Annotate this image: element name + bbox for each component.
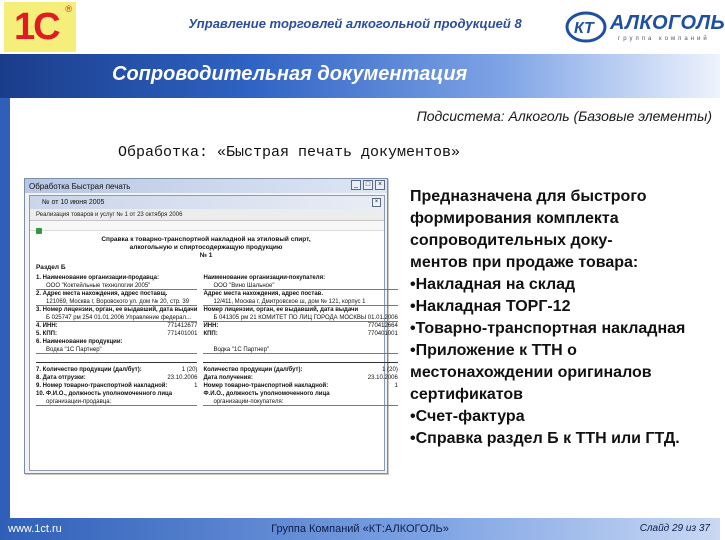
print-form-toolbar: Реализация товаров и услуг № 1 от 23 октября 2006: [30, 209, 384, 221]
buyer-org-value: ООО "Вино Шальное": [203, 282, 397, 290]
doc-heading-2: алкогольную и спиртосодержащую продукцию: [129, 244, 283, 251]
product-title: Управление торговлей алкогольной продукцией 8: [188, 16, 522, 31]
logo-kt-brand: АЛКОГОЛЬ: [610, 12, 725, 34]
print-icon[interactable]: [36, 228, 42, 234]
kt-logo-mark-icon: [566, 8, 610, 46]
seller-kpp-label: 5. КПП:: [36, 331, 57, 337]
buyer-org-label: Наименование организации-покупателя:: [203, 275, 326, 281]
seller-fio-value: организации-продавца:: [36, 398, 197, 406]
buyer-date-label: Дата получения:: [203, 375, 253, 381]
maximize-icon[interactable]: □: [363, 180, 373, 190]
buyer-inn-label: ИНН:: [203, 323, 219, 329]
footer-url[interactable]: www.1ct.ru: [8, 523, 62, 535]
seller-ttn-label: 9. Номер товарно-транспортной накладной:: [36, 383, 168, 389]
close-icon[interactable]: ×: [375, 180, 385, 190]
buyer-column: [203, 274, 397, 406]
seller-inn-label: 4. ИНН:: [36, 323, 58, 329]
seller-date-value: 23.10.2006: [167, 375, 198, 381]
buyer-ttn-value: 1: [394, 383, 398, 389]
doc-columns: [36, 274, 398, 406]
slide-header: [0, 0, 725, 54]
app-window: [24, 178, 398, 474]
window-title: Обработка Быстрая печать: [29, 181, 131, 191]
document-list: [410, 274, 710, 450]
buyer-fio-label: Ф.И.О., должность уполномоченного лица: [203, 391, 330, 397]
seller-lic-value: Б 025747 рм 254 01.01.2006 Управление федерал...: [36, 314, 197, 322]
window-controls: [351, 180, 385, 190]
slide-title: Сопроводительная документация: [112, 63, 468, 85]
processing-title: Обработка: «Быстрая печать документов»: [118, 144, 461, 161]
buyer-kpp-row: [203, 330, 397, 338]
buyer-date-row: [203, 374, 397, 382]
print-form-close-icon[interactable]: ×: [372, 198, 381, 207]
seller-ttn-value: 1: [194, 383, 198, 389]
subsystem-label: Подсистема: Алкоголь (Базовые элементы): [416, 108, 712, 124]
buyer-lic-label: Номер лицензии, орган, ее выдавший, дата выдачи: [203, 307, 359, 313]
seller-date-label: 8. Дата отгрузки:: [36, 375, 86, 381]
list-item: • Накладная на склад: [410, 274, 710, 296]
seller-prod-label: 6. Наименование продукции:: [36, 339, 123, 345]
minimize-icon[interactable]: _: [351, 180, 361, 190]
buyer-kpp-label: КПП:: [203, 331, 218, 337]
print-form-title: № от 10 июня 2005: [42, 199, 105, 206]
list-item: • Товарно-транспортная накладная: [410, 318, 710, 340]
window-titlebar: [25, 179, 387, 193]
seller-qty-label: 7. Количество продукции (дал/бут):: [36, 367, 142, 373]
seller-addr-label: 2. Адрес места нахождения, адрес поставщ.: [36, 291, 168, 297]
logo-kt-alkogol: [566, 8, 725, 48]
buyer-qty-row: [203, 366, 397, 374]
seller-kpp-value: 771401001: [167, 331, 198, 337]
buyer-addr-value: 12/411, Москва г, Дмитровское ш, дом № 121, корпус 1: [203, 298, 397, 306]
seller-org-value: ООО "Коктейльные технологии 2005": [36, 282, 197, 290]
buyer-lic-value: Б 041305 рм 21 КОМИТЕТ ПО ЛИЦ ГОРОДА МОСКВЫ 01.01.2006: [203, 314, 397, 322]
seller-date-row: [36, 374, 197, 382]
doc-section: Раздел Б: [36, 264, 66, 271]
buyer-fio-value: организации-покупателя:: [203, 398, 397, 406]
seller-lic-label: 3. Номер лицензии, орган, ее выдавший, дата выдачи: [36, 307, 198, 313]
buyer-kpp-value: 770401001: [367, 331, 398, 337]
buyer-addr-label: Адрес места нахождения, адрес постав.: [203, 291, 324, 297]
seller-kpp-row: [36, 330, 197, 338]
logo-kt-subtitle: группа компаний: [618, 36, 710, 42]
seller-fio-label: 10. Ф.И.О., должность уполномоченного лица: [36, 391, 173, 397]
seller-inn-value: 771412677: [167, 323, 198, 329]
doc-heading-1: Справка к товарно-транспортной накладной на этиловый спирт,: [101, 236, 311, 243]
registered-icon: ®: [65, 4, 72, 14]
buyer-qty-value: 1 (20): [382, 367, 398, 373]
list-item: • Приложение к ТТН о местонахождении оригиналов сертификатов: [410, 340, 710, 406]
slide-counter: Слайд 29 из 37: [639, 523, 710, 534]
seller-qty-value: 1 (20): [181, 367, 198, 373]
list-item: • Накладная ТОРГ-12: [410, 296, 710, 318]
document-preview: [36, 236, 398, 468]
print-form-window: [29, 195, 398, 471]
buyer-prod-spacer: [203, 338, 397, 346]
buyer-prod-value: Водка "1С Партнер": [203, 346, 397, 354]
seller-column: [36, 274, 197, 406]
buyer-inn-value: 770412664: [367, 323, 398, 329]
buyer-date-value: 23.10.2006: [367, 375, 398, 381]
buyer-qty-label: Количество продукции (дал/бут):: [203, 367, 303, 373]
buyer-ttn-row: [203, 382, 397, 390]
seller-ttn-row: [36, 382, 197, 390]
seller-inn-row: [36, 322, 197, 330]
seller-org-label: 1. Наименование организации-продавца:: [36, 275, 159, 281]
list-item: • Справка раздел Б к ТТН или ГТД.: [410, 428, 710, 450]
seller-prod-value: Водка "1С Партнер": [36, 346, 197, 354]
doc-divider: [36, 362, 197, 363]
print-form-titlebar: [30, 196, 384, 209]
seller-qty-row: [36, 366, 197, 374]
left-decor-stripe: [0, 98, 10, 518]
doc-number: № 1: [199, 252, 213, 259]
buyer-inn-row: [203, 322, 397, 330]
kt-logo-letters: КТ: [574, 20, 594, 37]
list-item: • Счет-фактура: [410, 406, 710, 428]
title-band: [0, 54, 720, 98]
footer-company: Группа Компаний «КТ:АЛКОГОЛЬ»: [271, 523, 449, 535]
logo-1c: [4, 2, 76, 52]
doc-divider: [203, 362, 397, 363]
print-form-actions: [30, 221, 384, 231]
logo-1c-mark: 1С: [14, 6, 59, 48]
buyer-ttn-label: Номер товарно-транспортной накладной:: [203, 383, 329, 389]
description-intro: Предназначена для быстрого формирования комплекта сопроводительных доку- ментов при продаже товара:: [410, 188, 647, 271]
description: [410, 186, 710, 450]
seller-addr-value: 121069, Москва г, Воровского ул. дом № 20, стр. 39: [36, 298, 197, 306]
